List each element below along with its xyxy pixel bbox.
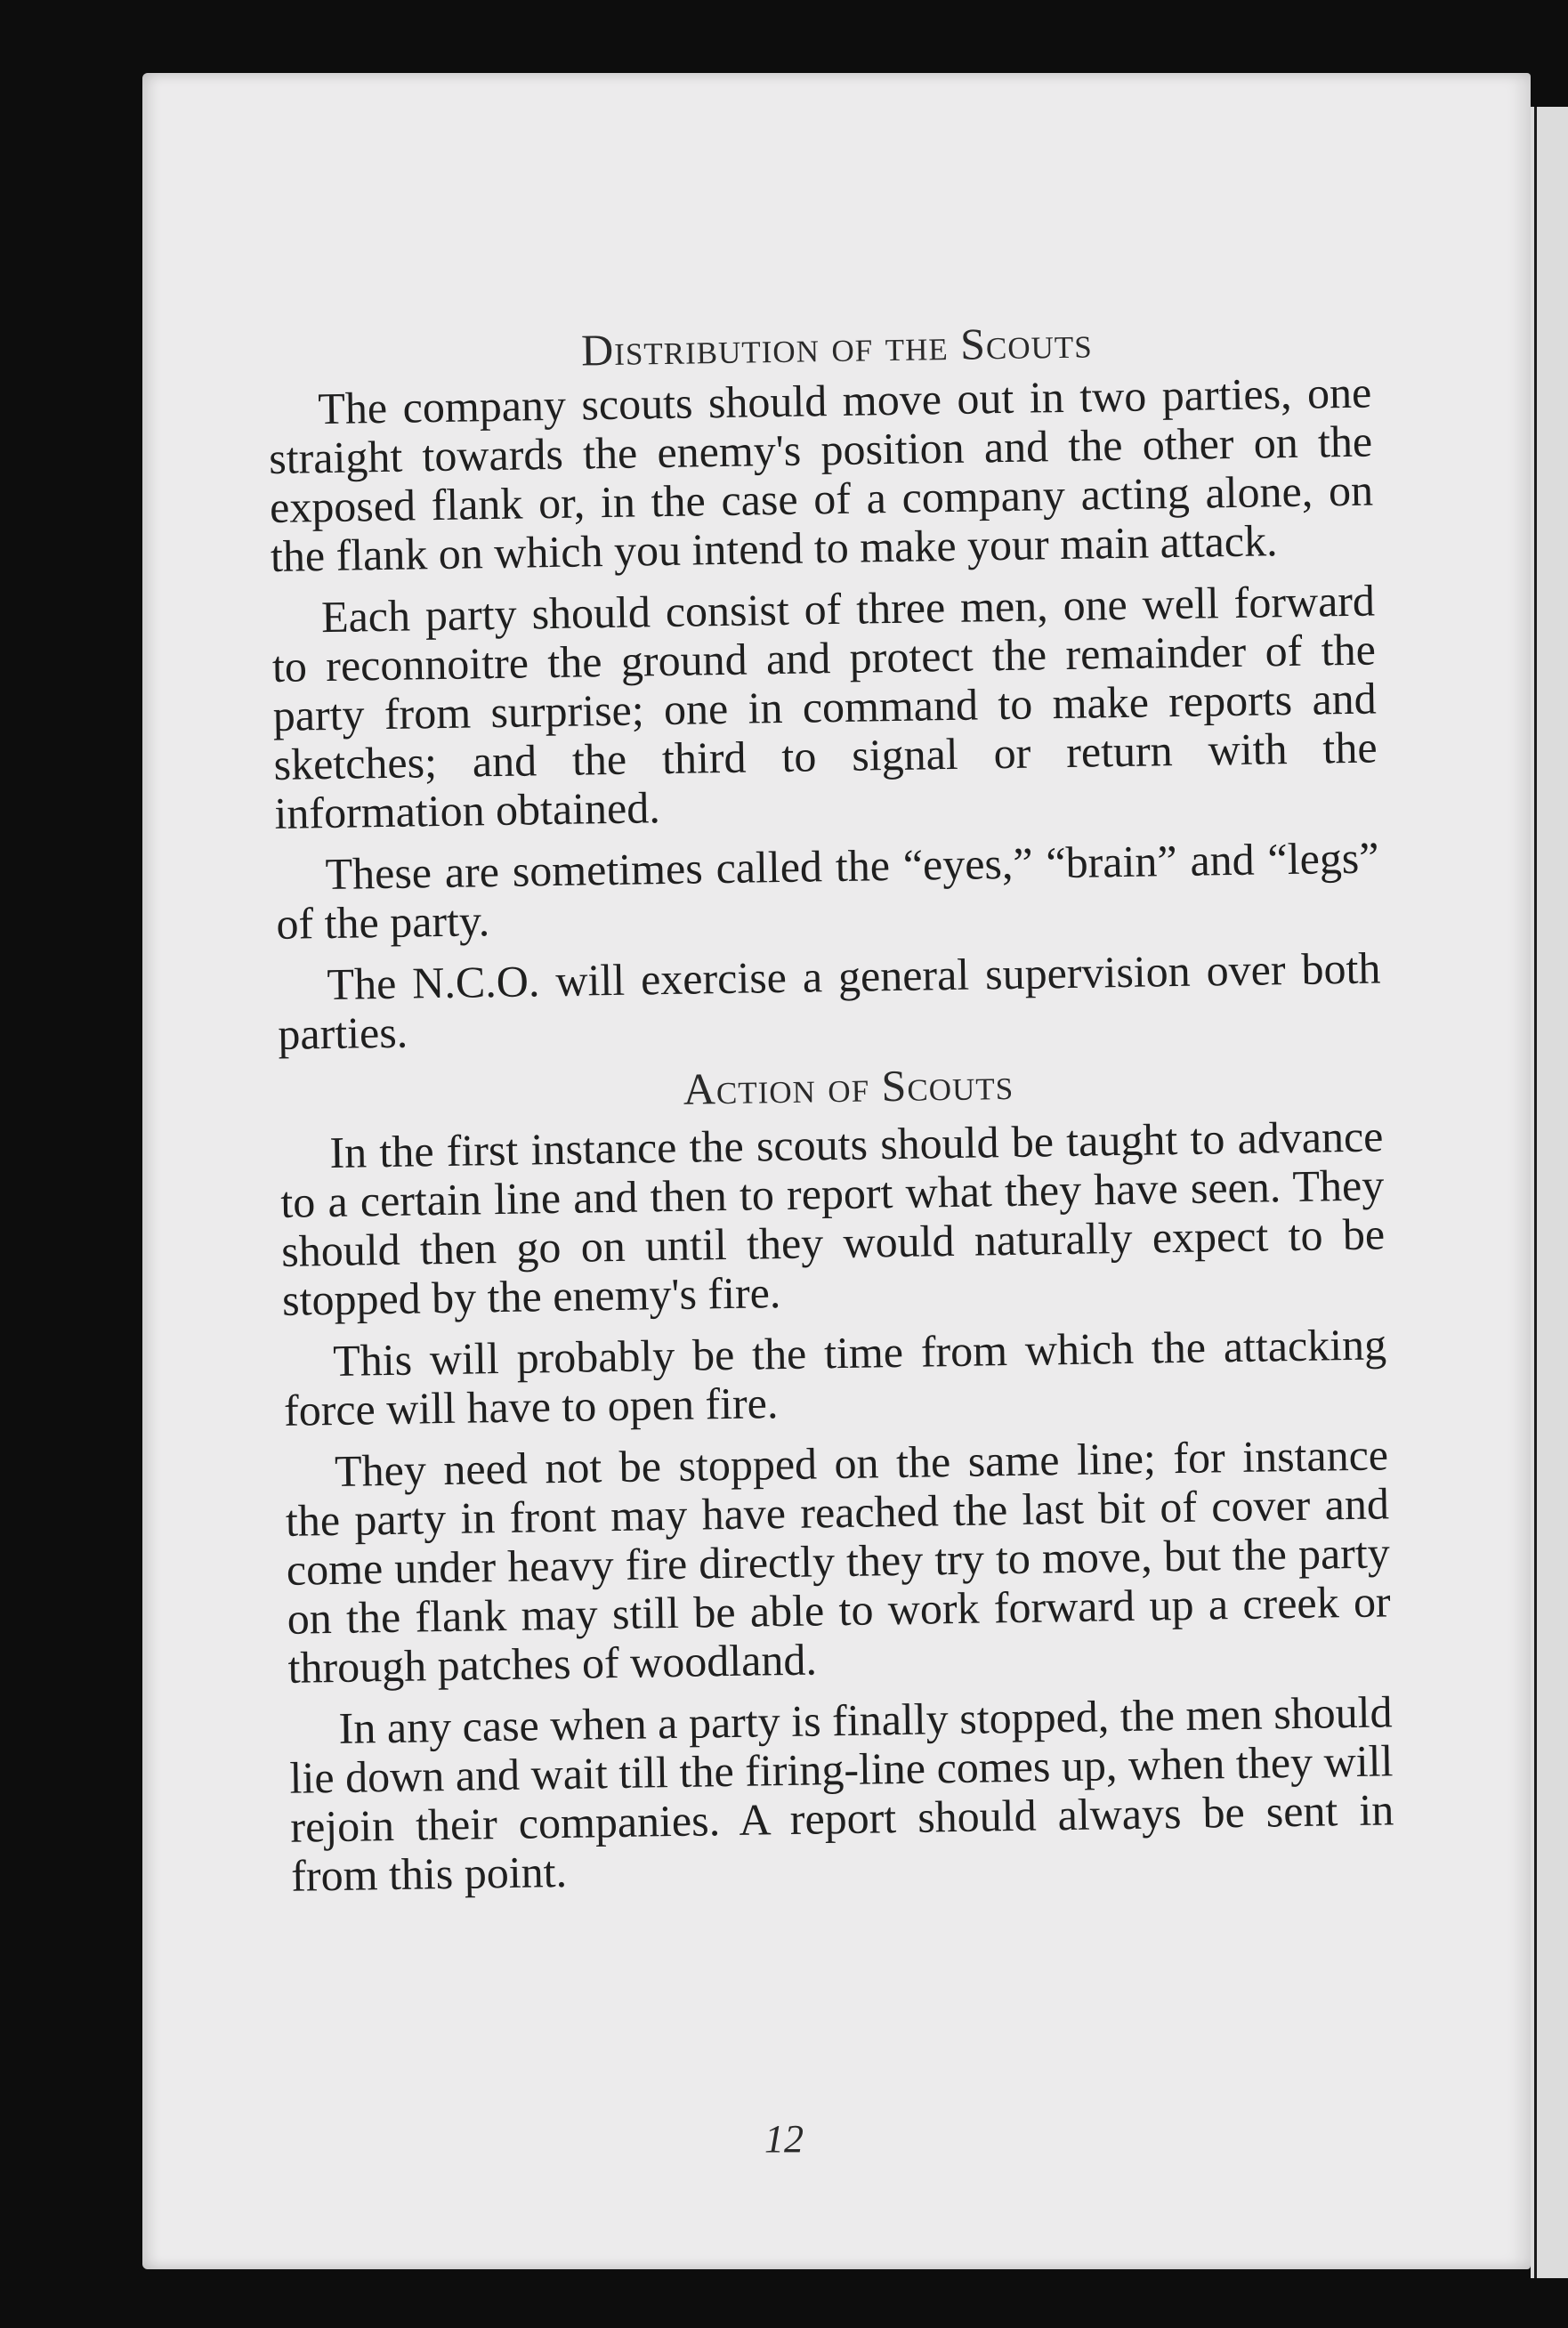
section-heading-action: Action of Scouts: [683, 1058, 1014, 1114]
paragraph: In the first instance the scouts should be taught to advance to a certain line and then to report what they have seen. They should then go on until they would naturally expect to be stopped by the enemy's fire.: [279, 1111, 1386, 1325]
section-heading-distribution: Distribution of the Scouts: [580, 317, 1094, 376]
paragraph: In any case when a party is finally stopped, the men should lie down and wait till the firing-line comes up, when they will rejoin their companies. A report should always be sent in from this point.: [289, 1686, 1394, 1901]
paragraph: They need not be stopped on the same line; for instance the party in front may have reached the last bit of cover and come under heavy fire directly they try to move, but the party on the flank may still be able to work forward up a creek or through patches of woodland.: [285, 1429, 1392, 1693]
paragraph: The company scouts should move out in two parties, one straight towards the enemy's position and the other on the exposed flank or, in the case of a company acting alone, on the flank on which you intend to make your main attack.: [268, 367, 1374, 581]
page-number: 12: [764, 2117, 804, 2161]
paragraph: These are sometimes called the “eyes,” “brain” and “legs” of the party.: [276, 832, 1379, 949]
paragraph: This will probably be the time from which the attacking force will have to open fire.: [283, 1319, 1387, 1435]
facing-page-edge: [1531, 107, 1568, 2278]
page-text: [267, 314, 1395, 1913]
paragraph: The N.C.O. will exercise a general supervision over both parties.: [277, 942, 1381, 1059]
page-gutter-line: [1534, 107, 1537, 2278]
paragraph: Each party should consist of three men, one well forward to reconnoitre the ground and protect the remainder of the party from surprise; one in command to make reports and sketches; and the third to signal or return with the information obtained.: [271, 575, 1378, 838]
